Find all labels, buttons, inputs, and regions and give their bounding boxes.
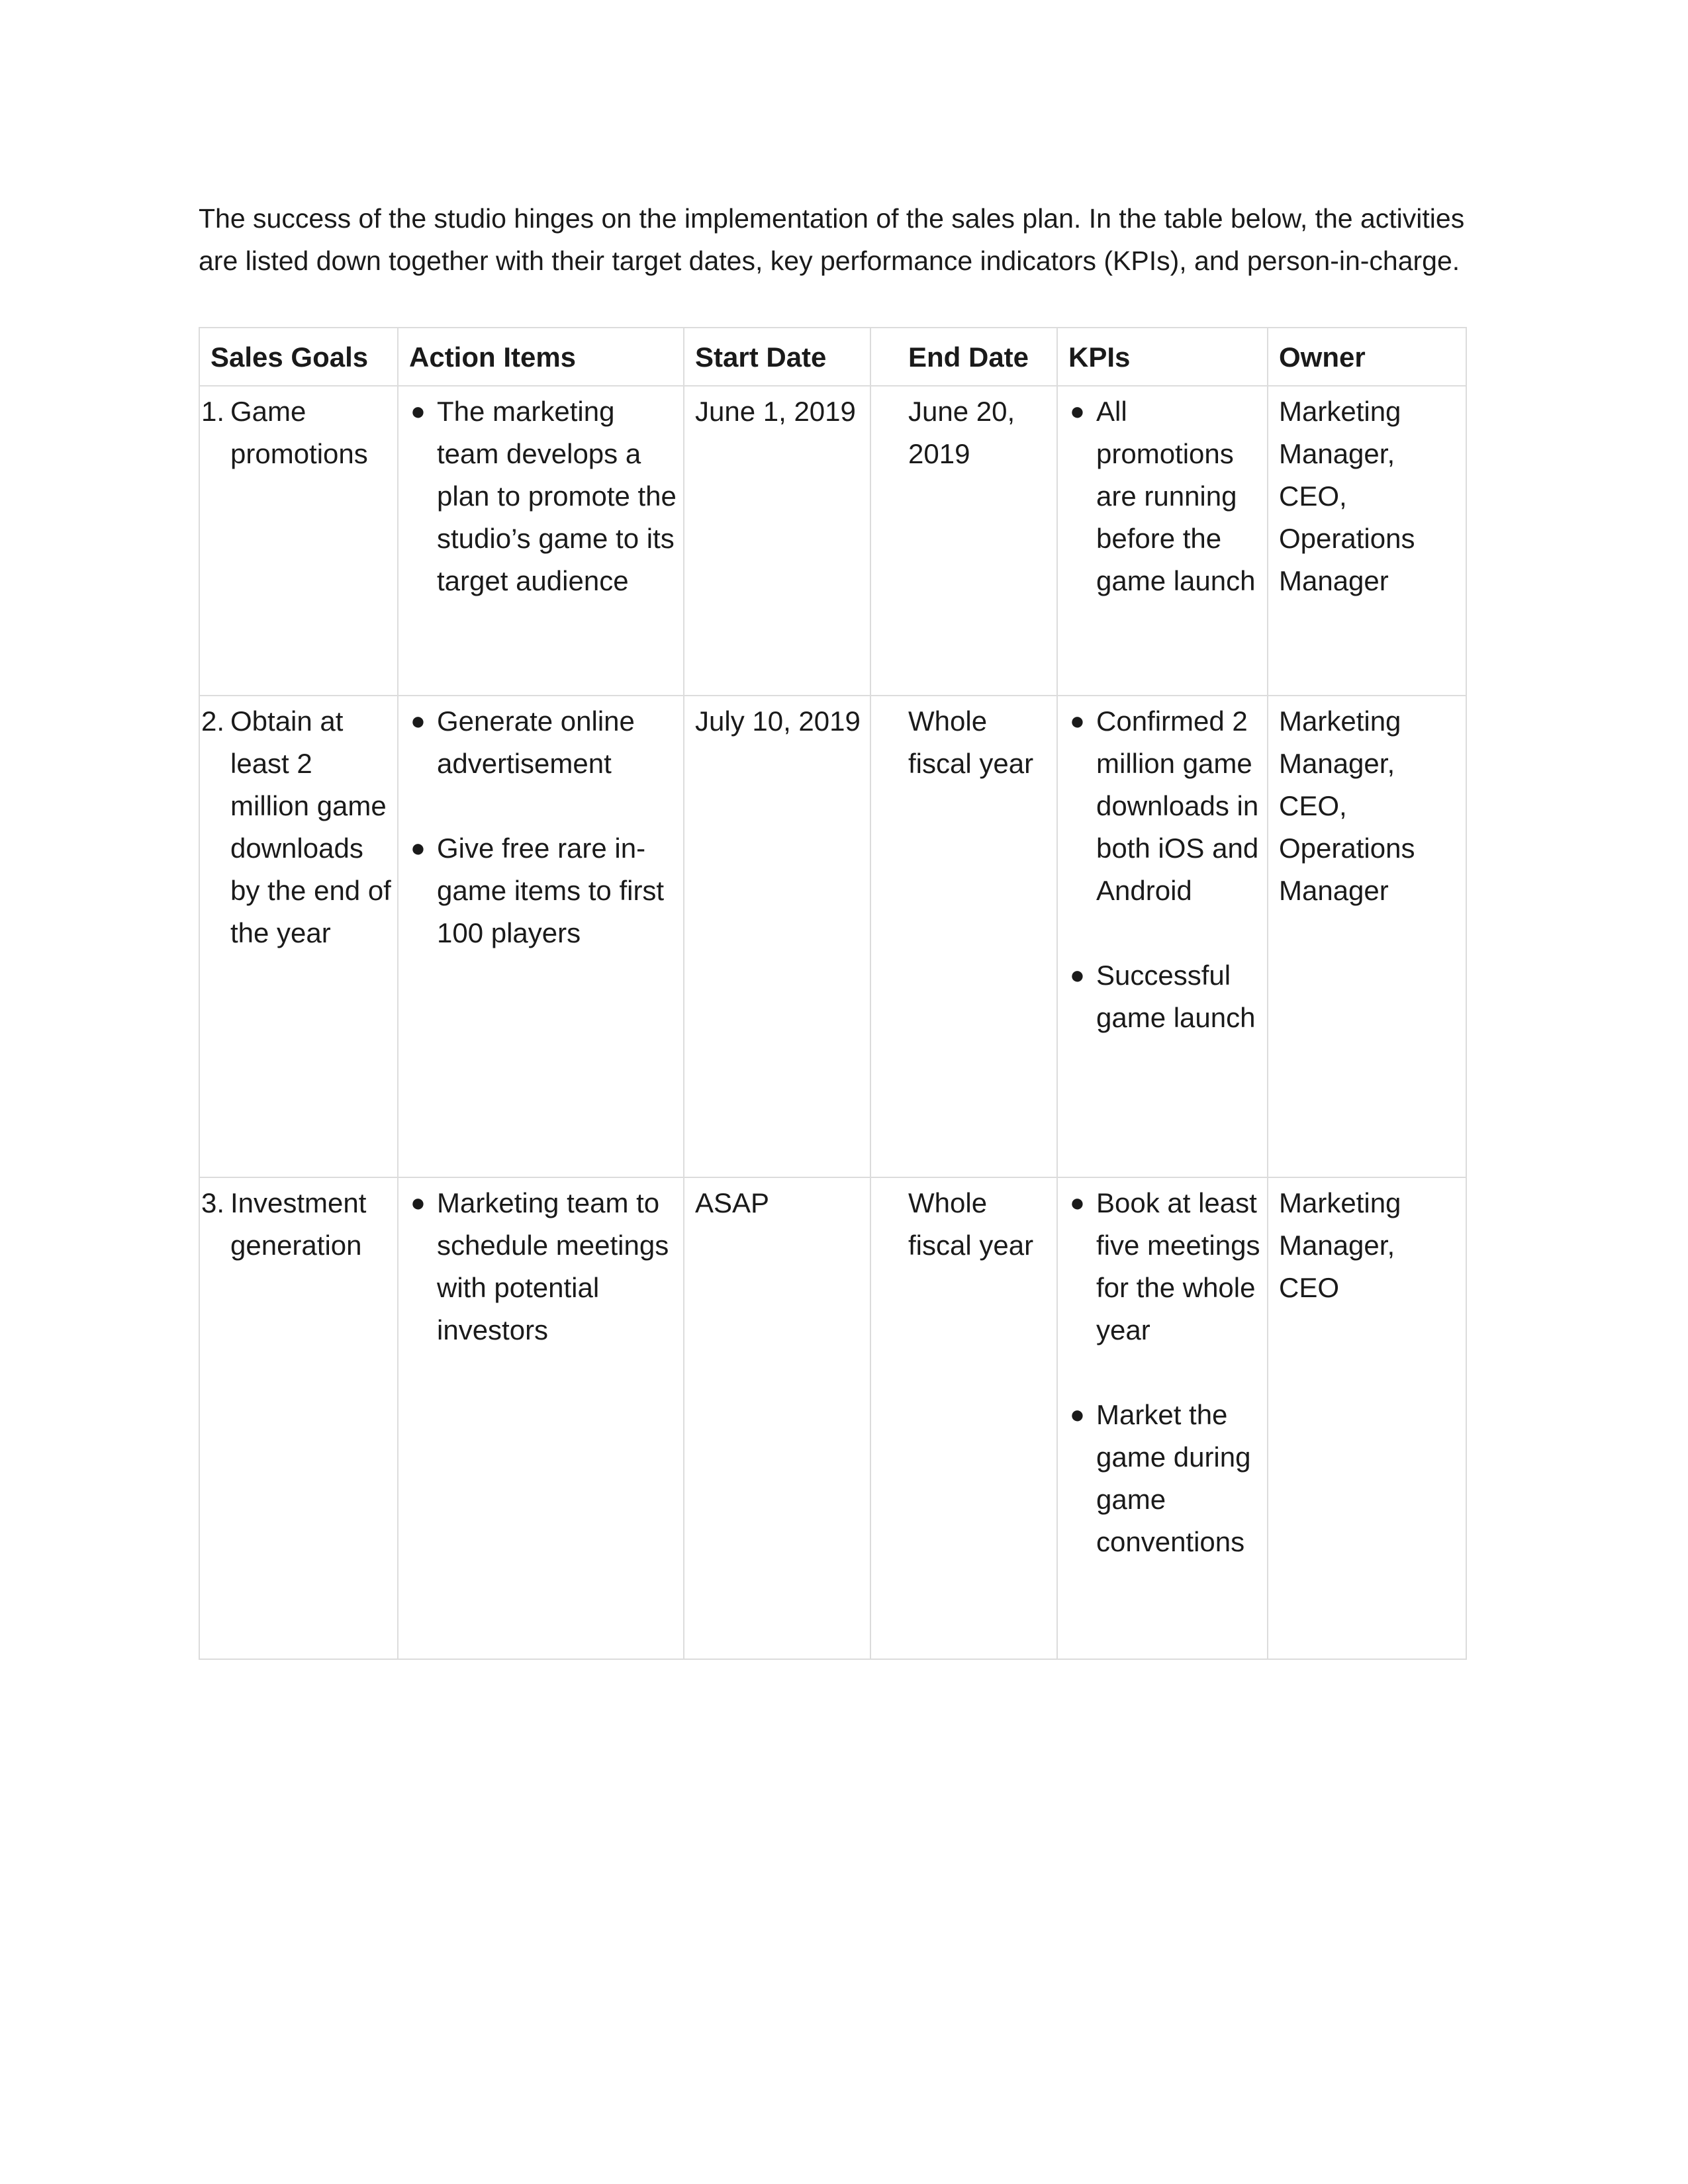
list-item [406, 827, 678, 954]
list-item [406, 700, 678, 785]
list-item [1066, 700, 1262, 912]
action-text: The marketing team develops a plan to promote the studio’s game to its target audience [437, 396, 677, 596]
goal-text: Game promotions [230, 396, 368, 469]
list-item [1066, 390, 1262, 602]
header-action-items: Action Items [398, 328, 684, 386]
action-text: Marketing team to schedule meetings with potential investors [437, 1187, 669, 1345]
table-row [199, 1177, 1466, 1659]
goal-number: 1. [201, 396, 225, 427]
kpi-cell [1057, 1177, 1268, 1659]
bullet-icon: ● [410, 398, 426, 426]
kpi-cell [1057, 696, 1268, 1177]
start-date-cell: ASAP [684, 1177, 870, 1659]
kpi-cell [1057, 386, 1268, 696]
bullet-icon: ● [1070, 962, 1085, 989]
intro-paragraph [199, 197, 1523, 282]
owner-cell: Marketing Manager, CEO, Operations Manager [1268, 696, 1466, 1177]
end-date-cell: June 20, 2019 [870, 386, 1057, 696]
end-date-cell: Whole fiscal year [870, 1177, 1057, 1659]
header-sales-goals: Sales Goals [199, 328, 398, 386]
list-item [1066, 954, 1262, 1039]
action-text: Generate online advertisement [437, 705, 635, 779]
list-item [1066, 1394, 1262, 1563]
goal-cell [199, 696, 398, 1177]
goal-text: Obtain at least 2 million game downloads by the end of the year [230, 705, 391, 948]
end-date-cell: Whole fiscal year [870, 696, 1057, 1177]
bullet-icon: ● [410, 707, 426, 735]
table-row [199, 696, 1466, 1177]
bullet-icon: ● [1070, 707, 1085, 735]
bullet-icon: ● [410, 835, 426, 862]
owner-cell: Marketing Manager, CEO [1268, 1177, 1466, 1659]
kpi-text: All promotions are running before the game launch [1096, 396, 1256, 596]
kpi-text: Confirmed 2 million game downloads in both iOS and Android [1096, 705, 1259, 906]
table-header-row [199, 328, 1466, 386]
intro-line-1: The success of the studio hinges on the implementation of the sales plan. In the table below, the activities [199, 203, 1465, 234]
header-kpis: KPIs [1057, 328, 1268, 386]
goal-cell [199, 386, 398, 696]
start-date-cell: July 10, 2019 [684, 696, 870, 1177]
kpi-text: Successful game launch [1096, 960, 1256, 1033]
owner-cell: Marketing Manager, CEO, Operations Manager [1268, 386, 1466, 696]
action-cell [398, 696, 684, 1177]
bullet-icon: ● [1070, 398, 1085, 426]
header-owner: Owner [1268, 328, 1466, 386]
sales-plan-table [199, 327, 1467, 1660]
header-start-date: Start Date [684, 328, 870, 386]
action-cell [398, 1177, 684, 1659]
intro-line-2: are listed down together with their target dates, key performance indicators (KPIs), and person-in-charge. [199, 246, 1460, 276]
kpi-text: Market the game during game conventions [1096, 1399, 1251, 1557]
kpi-text: Book at least five meetings for the whole year [1096, 1187, 1260, 1345]
header-end-date: End Date [870, 328, 1057, 386]
bullet-icon: ● [410, 1189, 426, 1217]
list-item [406, 1182, 678, 1351]
bullet-icon: ● [1070, 1401, 1085, 1429]
goal-number: 2. [201, 705, 225, 737]
start-date-cell: June 1, 2019 [684, 386, 870, 696]
goal-text: Investment generation [230, 1187, 367, 1261]
list-item [406, 390, 678, 602]
goal-number: 3. [201, 1187, 225, 1218]
action-cell [398, 386, 684, 696]
table-row [199, 386, 1466, 696]
bullet-icon: ● [1070, 1189, 1085, 1217]
action-text: Give free rare in-game items to first 100 players [437, 833, 665, 948]
goal-cell [199, 1177, 398, 1659]
list-item [1066, 1182, 1262, 1351]
